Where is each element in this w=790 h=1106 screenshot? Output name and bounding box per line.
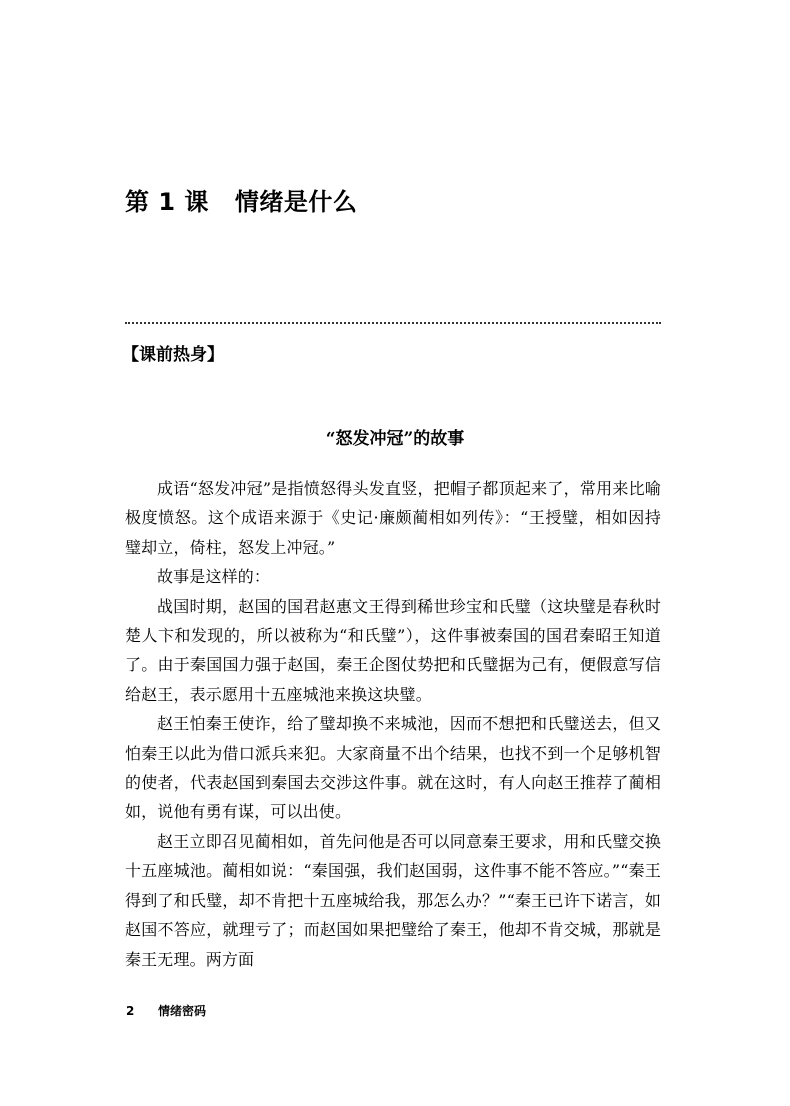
running-title: 情绪密码 [158, 1004, 207, 1018]
paragraph: 战国时期，赵国的国君赵惠文王得到稀世珍宝和氏璧（这块璧是春秋时楚人卞和发现的，所以被称为“和氏璧”），这件事被秦国的国君秦昭王知道了。由于秦国国力强于赵国，秦王企图仗势把和氏璧据为己有，便假意写信给赵王，表示愿用十五座城池来换这块璧。 [125, 596, 661, 704]
page-footer [126, 1002, 206, 1019]
paragraph: 成语“怒发冲冠”是指愤怒得头发直竖，把帽子都顶起来了，常用来比喻极度愤怒。这个成语来源于《史记·廉颇蔺相如列传》：“王授璧，相如因持璧却立，倚柱，怒发上冲冠。” [125, 479, 661, 557]
section-label: 【课前热身】 [122, 345, 224, 365]
story-title: “怒发冲冠”的故事 [325, 429, 465, 449]
lesson-number: 第 1 课 [125, 188, 209, 216]
paragraph: 故事是这样的： [157, 567, 271, 587]
paragraph: 赵王立即召见蔺相如，首先问他是否可以同意秦王要求，用和氏璧交换十五座城池。蔺相如说：“秦国强，我们赵国弱，这件事不能不答应。”“秦王得到了和氏璧，却不肯把十五座城给我，那怎么办？”“秦王已许下诺言，如赵国不答应，就理亏了；而赵国如果把璧给了秦王，他却不肯交城，那就是秦王无理。两方面 [125, 831, 661, 969]
lesson-title [125, 182, 357, 217]
paragraph: 赵王怕秦王使诈，给了璧却换不来城池，因而不想把和氏璧送去，但又怕秦王以此为借口派兵来犯。大家商量不出个结果，也找不到一个足够机智的使者，代表赵国到秦国去交涉这件事。就在这时，有人向赵王推荐了蔺相如，说他有勇有谋，可以出使。 [125, 714, 661, 822]
lesson-name: 情绪是什么 [234, 188, 358, 216]
page-number: 2 [126, 1004, 135, 1018]
story-body [125, 474, 661, 974]
dotted-divider [125, 322, 661, 324]
